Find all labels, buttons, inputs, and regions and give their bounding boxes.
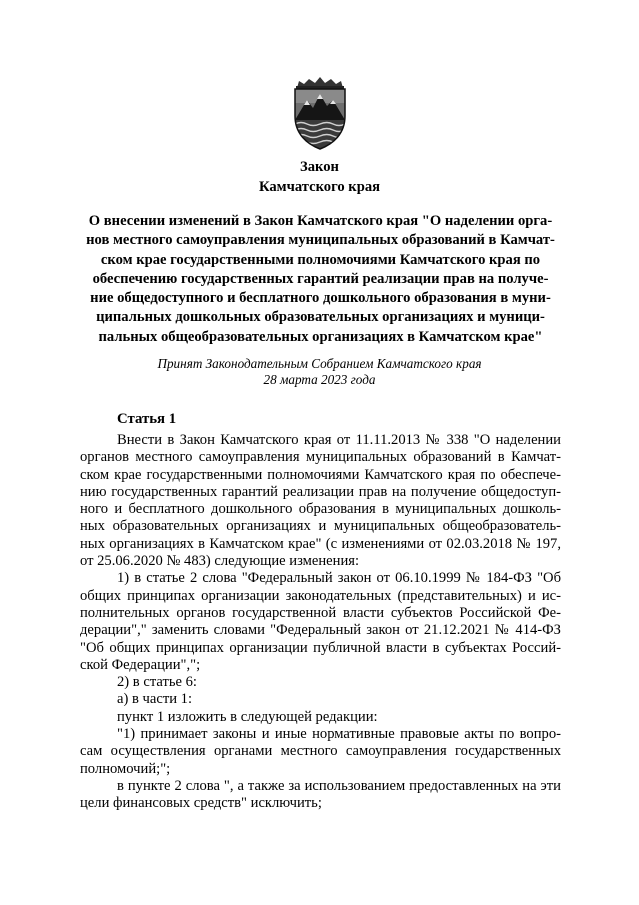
body-line: в пункте 2 слова ", а также за использованием предоставленных на эти xyxy=(117,777,561,794)
region-name: Камчатского края xyxy=(258,179,381,195)
title-line: ние общедоступного и бесплатного дошкольного образования в муни- xyxy=(90,290,551,307)
body-line: "1) принимает законы и иные нормативные правовые акты по вопро- xyxy=(117,726,561,743)
body-line: 1) в статье 2 слова "Федеральный закон от 06.10.1999 № 184-ФЗ "Об xyxy=(117,570,561,587)
body-line: полнительных органов государственной власти субъектов Российской Фе- xyxy=(80,604,561,621)
body-line: пункт 1 изложить в следующей редакции: xyxy=(117,708,378,725)
coat-of-arms-icon xyxy=(289,76,351,152)
title-line: обеспечению государственных гарантий реализации прав на получе- xyxy=(92,270,549,287)
body-line: общих принципах организации законодательных (представительных) и ис- xyxy=(80,587,561,604)
body-line: ных организациях в Камчатском крае" (с изменениями от 02.03.2018 № 197, xyxy=(80,535,561,552)
body-line: нию государственных гарантий реализации прав на получение общедоступ- xyxy=(80,483,561,500)
document-type: Закон xyxy=(300,159,339,175)
body-line: ных образовательных организациях и муниципальных общеобразователь- xyxy=(80,518,561,535)
body-line: цели финансовых средств" исключить; xyxy=(80,795,322,812)
body-line: дерации"," заменить словами "Федеральный закон от 21.12.2021 № 414-ФЗ xyxy=(80,622,561,639)
article-heading: Статья 1 xyxy=(117,411,177,427)
body-line: ской Федерации","; xyxy=(80,656,201,673)
body-line: сам осуществления органами местного самоуправления государственных xyxy=(80,743,561,760)
title-line: ском крае государственными полномочиями Камчатского края по xyxy=(100,251,541,268)
article-body xyxy=(80,432,561,813)
body-line: полномочий;"; xyxy=(80,760,171,777)
body-line: а) в части 1: xyxy=(117,691,193,708)
body-line: от 25.06.2020 № 483) следующие изменения: xyxy=(80,553,360,570)
title-line: пальных общеобразовательных организациях в Камчатском крае" xyxy=(98,328,543,345)
body-line: Внести в Закон Камчатского края от 11.11.2013 № 338 "О наделении xyxy=(117,432,561,448)
body-line: "Об общих принципах организации публичной власти в субъектах Россий- xyxy=(80,639,561,656)
law-title xyxy=(80,212,561,347)
body-line: органов местного самоуправления муниципальных образований в Камчат- xyxy=(80,449,561,466)
adoption-note xyxy=(0,356,639,387)
title-line: нов местного самоуправления муниципальных образований в Камчат- xyxy=(86,232,555,249)
title-line: ципальных дошкольных образовательных организациях и муници- xyxy=(96,309,545,326)
body-line: 2) в статье 6: xyxy=(117,674,197,691)
body-line: ском крае государственными полномочиями Камчатского края по обеспече- xyxy=(80,466,561,483)
adoption-date: 28 марта 2023 года xyxy=(263,371,376,387)
title-line: О внесении изменений в Закон Камчатского края "О наделении орга- xyxy=(88,213,553,229)
adoption-body: Принят Законодательным Собранием Камчатского края xyxy=(157,356,482,371)
body-line: ного и бесплатного дошкольного образования в муниципальных дошколь- xyxy=(80,501,561,518)
